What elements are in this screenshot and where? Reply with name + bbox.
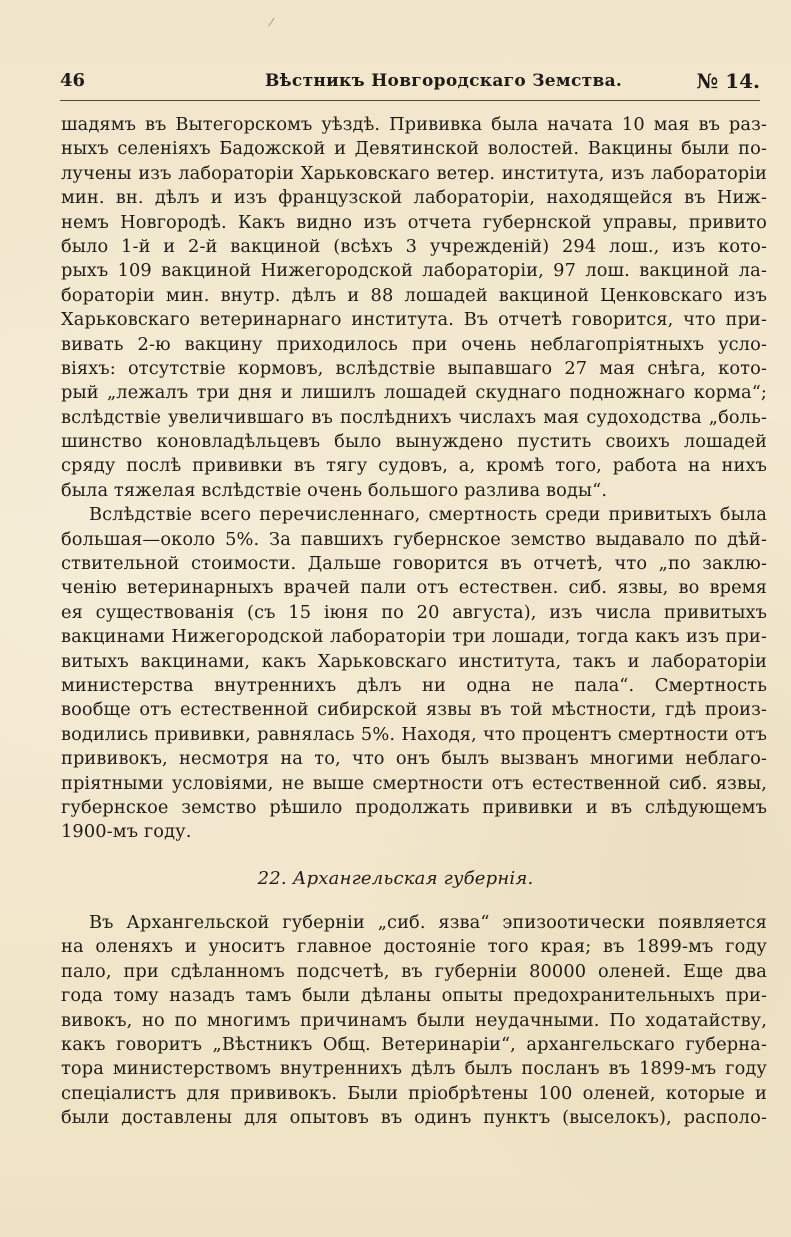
section-text	[61, 911, 767, 1131]
section-line-9: были доставлены для опытовъ въ одинъ пунктъ (выселокъ), располо-	[61, 1107, 767, 1129]
section-line-6: какъ говоритъ „Вѣстникъ Общ. Ветеринаріи“, архангельскаго губерна-	[61, 1033, 767, 1055]
text-line-21: ея существованія (съ 15 іюня по 20 августа), изъ числа привитыхъ	[61, 601, 767, 623]
section-line-5: вивокъ, но по многимъ причинамъ были неудачными. По ходатайству,	[61, 1009, 767, 1031]
text-line-14: шинство коновладѣльцевъ было вынуждено пустить своихъ лошадей	[61, 431, 767, 453]
text-line-17: Вслѣдствіе всего перечисленнаго, смертность среди привитыхъ была	[89, 504, 767, 526]
text-line-3: лучены изъ лабораторіи Харьковскаго ветер. института, изъ лабораторіи	[61, 162, 767, 184]
text-line-9: Харьковскаго ветеринарнаго института. Въ отчетѣ говорится, что при-	[61, 309, 767, 331]
text-line-26: водились прививки, равнялась 5%. Находя, что процентъ смертности отъ	[61, 723, 767, 745]
text-line-13: вслѣдствіе увеличившаго въ послѣднихъ числахъ мая судоходства „боль-	[61, 406, 767, 428]
section-line-7: тора министерствомъ внутреннихъ дѣлъ былъ посланъ въ 1899-мъ году	[61, 1058, 767, 1080]
text-line-18: большая—около 5%. За павшихъ губернское земство выдавало по дѣй-	[61, 528, 767, 550]
text-line-30: 1900-мъ году.	[61, 821, 192, 843]
text-line-23: витыхъ вакцинами, какъ Харьковскаго института, такъ и лабораторіи	[61, 650, 767, 672]
text-line-27: прививокъ, несмотря на то, что онъ былъ вызванъ многими неблаго-	[61, 748, 767, 770]
text-line-8: бораторіи мин. внутр. дѣлъ и 88 лошадей вакциной Ценковскаго изъ	[61, 284, 767, 306]
text-line-1: шадямъ въ Вытегорскомъ уѣздѣ. Прививка была начата 10 мая въ раз-	[61, 114, 767, 135]
text-line-16: была тяжелая вслѣдствіе очень большого разлива воды“.	[61, 479, 608, 501]
text-line-28: пріятными условіями, не выше смертности отъ естественной сиб. язвы,	[61, 772, 767, 794]
text-line-19: ствительной стоимости. Дальше говорится въ отчетѣ, что „по заклю-	[61, 553, 767, 575]
section-line-1: Въ Архангельской губерніи „сиб. язва“ эпизоотически появляется	[89, 912, 767, 933]
text-line-4: мин. вн. дѣлъ и изъ французской лабораторіи, находящейся въ Ниж-	[61, 187, 767, 209]
section-line-2: на оленяхъ и уноситъ главное достояніе того края; въ 1899-мъ году	[61, 936, 767, 958]
text-line-7: рыхъ 109 вакциной Нижегородской лабораторіи, 97 лош. вакциной ла-	[61, 260, 767, 282]
text-line-11: віяхъ: отсутствіе кормовъ, вслѣдствіе выпавшаго 27 мая снѣга, кото-	[61, 357, 767, 379]
text-line-20: ченію ветеринарныхъ врачей пали отъ естествен. сиб. язвы, во время	[61, 577, 767, 599]
text-line-6: было 1-й и 2-й вакциной (всѣхъ 3 учрежденій) 294 лош., изъ кото-	[61, 235, 767, 257]
section-line-4: года тому назадъ тамъ были дѣланы опыты предохранительныхъ при-	[61, 985, 767, 1007]
text-line-15: сряду послѣ прививки въ тягу судовъ, а, кромѣ того, работа на нихъ	[61, 455, 767, 477]
page-number: 46	[60, 70, 86, 91]
section-heading: 22. Архангельская губернія.	[257, 868, 534, 889]
text-line-24: министерства внутреннихъ дѣлъ ни одна не пала“. Смертность	[61, 674, 767, 696]
text-line-12: рый „лежалъ три дня и лишилъ лошадей скуднаго подножнаго корма“;	[61, 382, 767, 404]
scan-mark	[268, 18, 283, 33]
text-line-5: немъ Новгородѣ. Какъ видно изъ отчета губернской управы, привито	[61, 211, 767, 233]
text-line-29: губернское земство рѣшило продолжать прививки и въ слѣдующемъ	[61, 796, 767, 818]
running-header	[60, 70, 760, 101]
text-line-10: вивать 2-ю вакцину приходилось при очень неблагопріятныхъ усло-	[61, 333, 767, 355]
text-line-2: ныхъ селеніяхъ Бадожской и Девятинской волостей. Вакцины были по-	[61, 138, 767, 160]
main-text	[61, 113, 767, 845]
text-line-22: вакцинами Нижегородской лабораторіи три лошади, тогда какъ изъ при-	[61, 626, 767, 648]
issue-number: № 14.	[696, 69, 760, 93]
section-line-8: спеціалистъ для прививокъ. Были пріобрѣтены 100 оленей, которые и	[61, 1082, 767, 1104]
text-line-25: вообще отъ естественной сибирской язвы въ той мѣстности, гдѣ произ-	[61, 699, 767, 721]
section-line-3: пало, при сдѣланномъ подсчетѣ, въ губерніи 80000 оленей. Еще два	[61, 960, 767, 982]
running-title: Вѣстникъ Новгородскаго Земства.	[265, 71, 623, 91]
